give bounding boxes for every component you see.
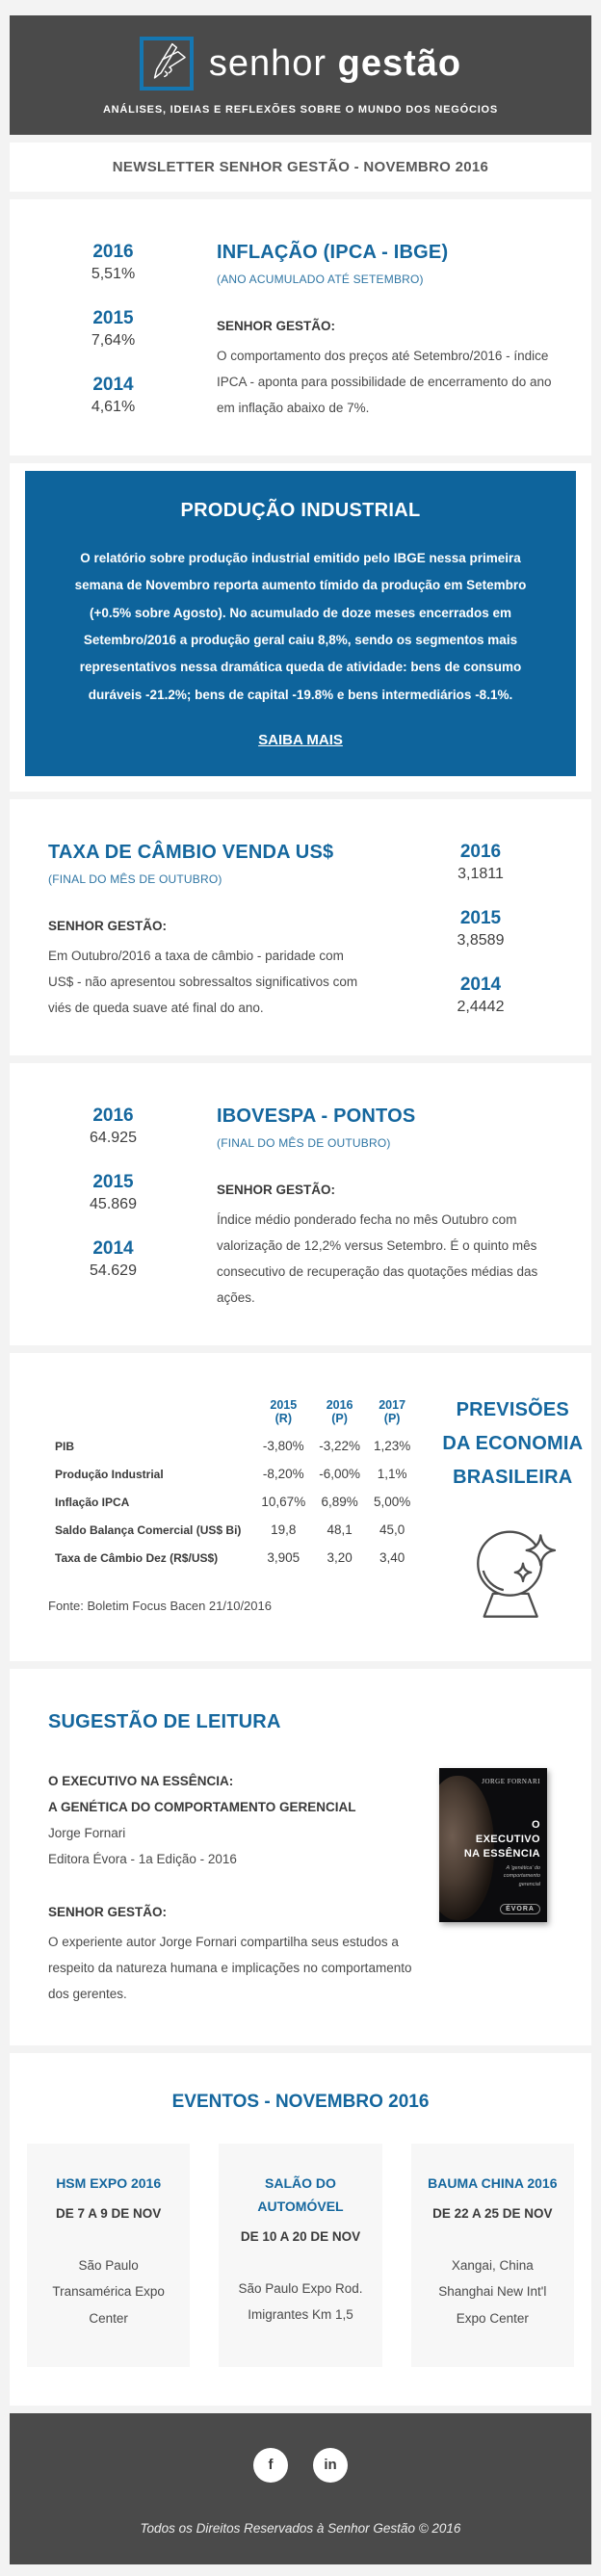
stat-year: 2015	[459, 908, 502, 929]
footer	[10, 2413, 591, 2564]
event-title: BAUMA CHINA 2016	[428, 2175, 558, 2192]
ibovespa-stats	[10, 1106, 217, 1311]
cambio-commentary: Em Outubro/2016 a taxa de câmbio - paridade com US$ - não apresentou sobressaltos significativos com viés de queda suave até final do ano.	[48, 949, 358, 1016]
book-cover-image	[439, 1768, 547, 1922]
cell: 48,1	[327, 1522, 353, 1538]
linkedin-icon[interactable]: in	[313, 2448, 348, 2483]
event-card-hsm	[27, 2144, 190, 2367]
event-venue: São Paulo Transamérica Expo Center	[52, 2257, 165, 2327]
stat-value: 3,8589	[457, 932, 505, 950]
stat-value: 2,4442	[457, 999, 505, 1016]
section-inflacao	[10, 199, 591, 455]
cambio-text	[10, 842, 370, 1021]
section-ibovespa	[10, 1063, 591, 1345]
brand-tagline: ANÁLISES, IDEIAS E REFLEXÕES SOBRE O MUNDO DOS NEGÓCIOS	[102, 104, 499, 116]
producao-body: O relatório sobre produção industrial emitido pelo IBGE nessa primeira semana de Novembro reporta aumento tímido da produção em Setembro (+0.5% sobre Agosto). No acumulado de doze meses encerrados em Setembro/2016 a produção geral caiu 8,8%, sendo os segmentos mais representativos nessa dramática queda de atividade: bens de consumo duráveis -21.2%; bens de capital -19.8% e bens intermediários -8.1%.	[74, 551, 527, 702]
leitura-heading: SUGESTÃO DE LEITURA	[48, 1711, 281, 1733]
cell: 1,23%	[373, 1439, 411, 1454]
brand-bold: gestão	[337, 42, 462, 84]
stat-value: 64.925	[90, 1130, 137, 1147]
stat-2014	[457, 975, 505, 1016]
table-source: Fonte: Boletim Focus Bacen 21/10/2016	[48, 1599, 272, 1614]
col-header: 2015 (R)	[270, 1398, 298, 1426]
logo-box	[140, 37, 194, 91]
cell: -3,22%	[319, 1439, 360, 1454]
stat-year: 2014	[92, 1238, 134, 1260]
brand-regular: senhor	[208, 42, 327, 84]
inflacao-heading: INFLAÇÃO (IPCA - IBGE)	[217, 242, 449, 263]
col-header: 2017 (P)	[379, 1398, 406, 1426]
stat-year: 2014	[459, 975, 502, 996]
newsletter-title: NEWSLETTER SENHOR GESTÃO - NOVEMBRO 2016	[112, 159, 489, 175]
section-previsoes	[10, 1353, 591, 1661]
previsoes-heading-line: BRASILEIRA	[453, 1467, 573, 1489]
section-leitura	[10, 1669, 591, 2045]
ibovespa-heading: IBOVESPA - PONTOS	[217, 1106, 416, 1128]
inflacao-commentary: O comportamento dos preços até Setembro/2016 - índice IPCA - aponta para possibilidade de encerramento do ano em inflação abaixo de 7%.	[217, 349, 552, 415]
section-cambio	[10, 799, 591, 1055]
cell: 5,00%	[373, 1495, 411, 1510]
ibovespa-commentary: Índice médio ponderado fecha no mês Outubro com valorização de 12,2% versus Setembro. É o quinto mês consecutivo de recuperação das quotações médias das ações.	[217, 1212, 538, 1306]
cell: 1,1%	[377, 1467, 407, 1482]
commentary-label: SENHOR GESTÃO:	[48, 1905, 168, 1920]
book-edition: Editora Évora - 1a Edição - 2016	[48, 1852, 237, 1867]
cover-title-line: NA ESSÊNCIA	[463, 1847, 540, 1860]
book-title-line1: O EXECUTIVO NA ESSÊNCIA:	[48, 1774, 234, 1789]
event-title: SALÃO DO AUTOMÓVEL	[257, 2175, 344, 2214]
stat-value: 45.869	[90, 1196, 137, 1213]
row-label: Produção Industrial	[55, 1467, 164, 1481]
row-label: PIB	[55, 1439, 75, 1453]
cell: 3,40	[379, 1550, 405, 1566]
event-title: HSM EXPO 2016	[56, 2175, 162, 2192]
cambio-subheading: (FINAL DO MÊS DE OUTUBRO)	[48, 872, 222, 887]
leitura-commentary: O experiente autor Jorge Fornari compartilha seus estudos a respeito da natureza humana e implicações no comportamento dos gerentes.	[48, 1935, 412, 2002]
cambio-stats	[370, 842, 591, 1021]
event-card-bauma	[411, 2144, 574, 2367]
saiba-mais-link[interactable]: SAIBA MAIS	[258, 732, 343, 749]
cell: 45,0	[379, 1522, 405, 1538]
section-producao	[10, 463, 591, 792]
newsletter-title-bar	[10, 143, 591, 192]
stat-2015	[457, 908, 505, 950]
stat-2015	[91, 308, 135, 350]
book-title-line2: A GENÉTICA DO COMPORTAMENTO GERENCIAL	[48, 1800, 356, 1815]
brand-name	[209, 43, 461, 85]
cover-subtitle: A 'genética' do comportamento gerencial	[503, 1865, 540, 1887]
inflacao-stats	[10, 242, 217, 421]
table-row	[48, 1460, 417, 1488]
event-date: DE 22 A 25 DE NOV	[432, 2205, 553, 2221]
ibovespa-subheading: (FINAL DO MÊS DE OUTUBRO)	[217, 1136, 391, 1151]
commentary-label: SENHOR GESTÃO:	[217, 319, 336, 333]
stat-2016	[91, 242, 135, 283]
inflacao-subheading: (ANO ACUMULADO ATÉ SETEMBRO)	[217, 273, 424, 286]
book-author: Jorge Fornari	[48, 1826, 126, 1841]
event-date: DE 7 A 9 DE NOV	[56, 2205, 162, 2221]
stat-2016	[90, 1106, 137, 1147]
stat-value: 5,51%	[91, 266, 136, 282]
copyright-text: Todos os Direitos Reservados à Senhor Gestão © 2016	[140, 2520, 461, 2536]
cover-author: JORGE FORNARI	[482, 1778, 540, 1786]
stat-2014	[91, 375, 135, 416]
table-row	[48, 1516, 417, 1544]
stat-value: 4,61%	[91, 399, 136, 415]
previsoes-table	[48, 1392, 417, 1572]
stat-year: 2016	[459, 842, 502, 863]
event-venue: Xangai, China Shanghai New Int'l Expo Center	[438, 2257, 547, 2327]
event-card-salao	[219, 2144, 381, 2367]
event-date: DE 10 A 20 DE NOV	[240, 2228, 361, 2244]
cover-publisher-logo: ÉVORA	[500, 1904, 540, 1914]
eventos-heading: EVENTOS - NOVEMBRO 2016	[171, 2092, 430, 2113]
cell: 3,905	[267, 1550, 300, 1566]
cell: -3,80%	[262, 1439, 304, 1454]
brand-row	[10, 37, 591, 91]
header	[10, 15, 591, 135]
stat-year: 2014	[92, 375, 134, 395]
cell: 19,8	[271, 1522, 297, 1538]
table-header-row	[48, 1392, 417, 1432]
stat-2015	[90, 1172, 137, 1213]
col-header: 2016 (P)	[326, 1398, 353, 1426]
stat-value: 3,1811	[457, 866, 504, 883]
cell: -8,20%	[262, 1467, 304, 1482]
ibovespa-text	[217, 1106, 591, 1311]
cover-title-line: O	[532, 1819, 540, 1832]
previsoes-heading-line: DA ECONOMIA	[442, 1433, 584, 1455]
cell: 3,20	[327, 1550, 353, 1566]
previsoes-heading-line: PREVISÕES	[456, 1399, 569, 1421]
row-label: Saldo Balança Comercial (US$ Bi)	[55, 1522, 242, 1537]
commentary-label: SENHOR GESTÃO:	[48, 919, 168, 934]
crystal-ball-icon	[417, 1518, 601, 1628]
cover-title-line: EXECUTIVO	[475, 1833, 540, 1845]
table-row	[48, 1488, 417, 1516]
inflacao-text	[217, 242, 591, 421]
stat-year: 2016	[92, 1106, 134, 1127]
stat-2016	[457, 842, 504, 883]
producao-heading: PRODUÇÃO INDUSTRIAL	[180, 500, 421, 521]
producao-box	[25, 471, 576, 776]
stat-year: 2016	[92, 242, 134, 262]
event-venue: São Paulo Expo Rod. Imigrantes Km 1,5	[238, 2280, 363, 2323]
cambio-heading: TAXA DE CÂMBIO VENDA US$	[48, 842, 334, 864]
table-row	[48, 1432, 417, 1460]
stat-value: 54.629	[90, 1262, 137, 1280]
stat-value: 7,64%	[91, 332, 136, 349]
leitura-text	[48, 1768, 439, 2007]
cell: 10,67%	[261, 1495, 306, 1510]
commentary-label: SENHOR GESTÃO:	[217, 1183, 336, 1198]
cover-title	[464, 1818, 540, 1861]
newsletter-page	[10, 0, 591, 2576]
previsoes-heading-area	[417, 1392, 601, 1628]
stat-year: 2015	[92, 1172, 134, 1193]
stat-year: 2015	[92, 308, 134, 328]
facebook-icon[interactable]: f	[253, 2448, 288, 2483]
writing-hand-icon	[145, 40, 188, 88]
table-row	[48, 1544, 417, 1572]
stat-2014	[90, 1238, 137, 1280]
cell: -6,00%	[319, 1467, 360, 1482]
social-links	[10, 2448, 591, 2483]
section-eventos	[10, 2053, 591, 2406]
row-label: Taxa de Câmbio Dez (R$/US$)	[55, 1550, 219, 1565]
previsoes-table-area	[10, 1392, 417, 1628]
row-label: Inflação IPCA	[55, 1495, 130, 1509]
cell: 6,89%	[321, 1495, 358, 1510]
